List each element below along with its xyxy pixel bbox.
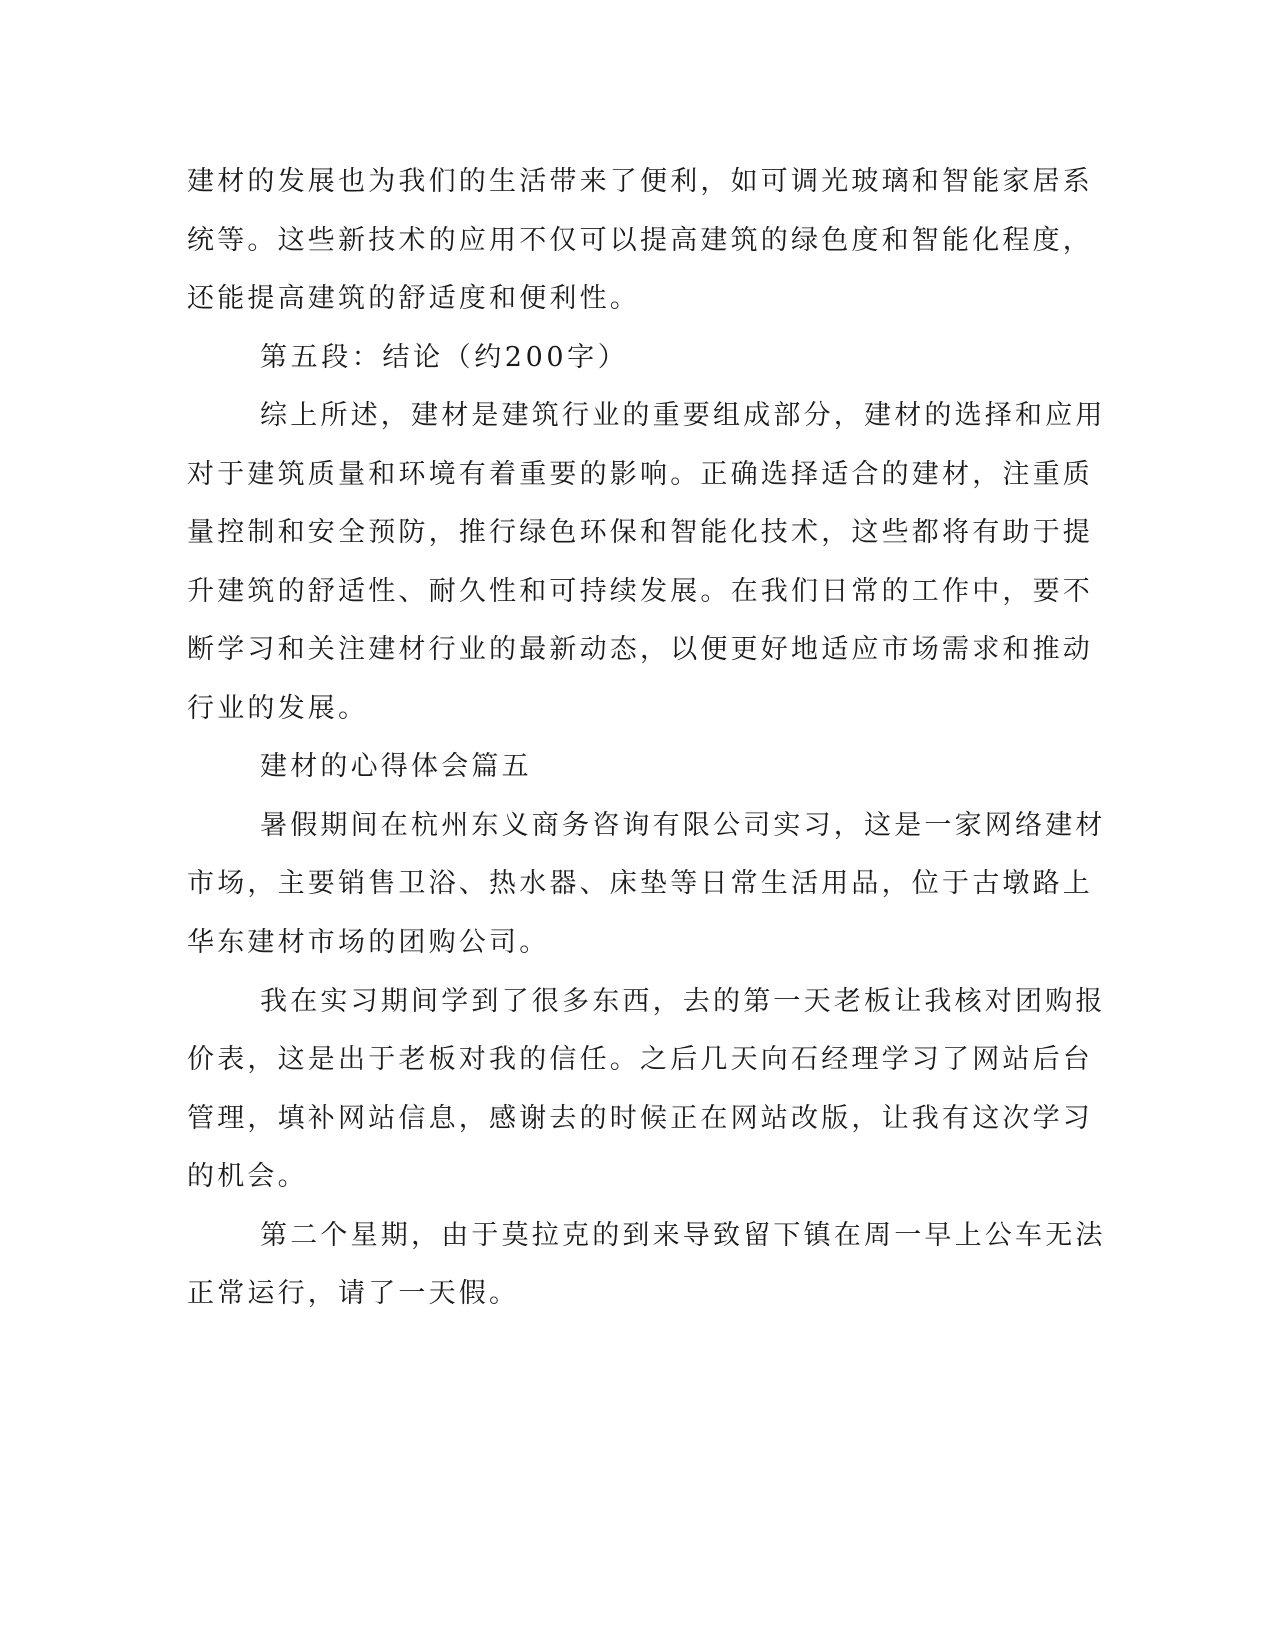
paragraph-line: 价表，这是出于老板对我的信任。之后几天向石经理学习了网站后台 — [187, 1044, 1093, 1075]
section-heading: 建材的心得体会篇五 — [260, 751, 532, 782]
paragraph-line: 建材的发展也为我们的生活带来了便利，如可调光玻璃和智能家居系 — [187, 166, 1093, 197]
paragraph-line: 市场，主要销售卫浴、热水器、床垫等日常生活用品，位于古墩路上 — [187, 868, 1093, 899]
paragraph-line: 行业的发展。 — [187, 693, 369, 724]
paragraph-line: 还能提高建筑的舒适度和便利性。 — [187, 283, 640, 314]
paragraph-line: 量控制和安全预防，推行绿色环保和智能化技术，这些都将有助于提 — [187, 517, 1093, 548]
paragraph-line: 综上所述，建材是建筑行业的重要组成部分，建材的选择和应用 — [260, 400, 1106, 431]
paragraph-line: 暑假期间在杭州东义商务咨询有限公司实习，这是一家网络建材 — [260, 810, 1106, 841]
paragraph-line: 断学习和关注建材行业的最新动态，以便更好地适应市场需求和推动 — [187, 634, 1093, 665]
paragraph-line: 正常运行，请了一天假。 — [187, 1278, 520, 1309]
section-heading: 第五段：结论（约200字） — [260, 342, 629, 373]
paragraph-line: 第二个星期，由于莫拉克的到来导致留下镇在周一早上公车无法 — [260, 1220, 1106, 1251]
paragraph-line: 的机会。 — [187, 1161, 308, 1192]
paragraph-line: 管理，填补网站信息，感谢去的时候正在网站改版，让我有这次学习 — [187, 1103, 1093, 1134]
paragraph-line: 华东建材市场的团购公司。 — [187, 927, 550, 958]
paragraph-line: 我在实习期间学到了很多东西，去的第一天老板让我核对团购报 — [260, 986, 1106, 1017]
paragraph-line: 对于建筑质量和环境有着重要的影响。正确选择适合的建材，注重质 — [187, 459, 1093, 490]
paragraph-line: 升建筑的舒适性、耐久性和可持续发展。在我们日常的工作中，要不 — [187, 576, 1093, 607]
paragraph-line: 统等。这些新技术的应用不仅可以提高建筑的绿色度和智能化程度， — [187, 225, 1093, 256]
